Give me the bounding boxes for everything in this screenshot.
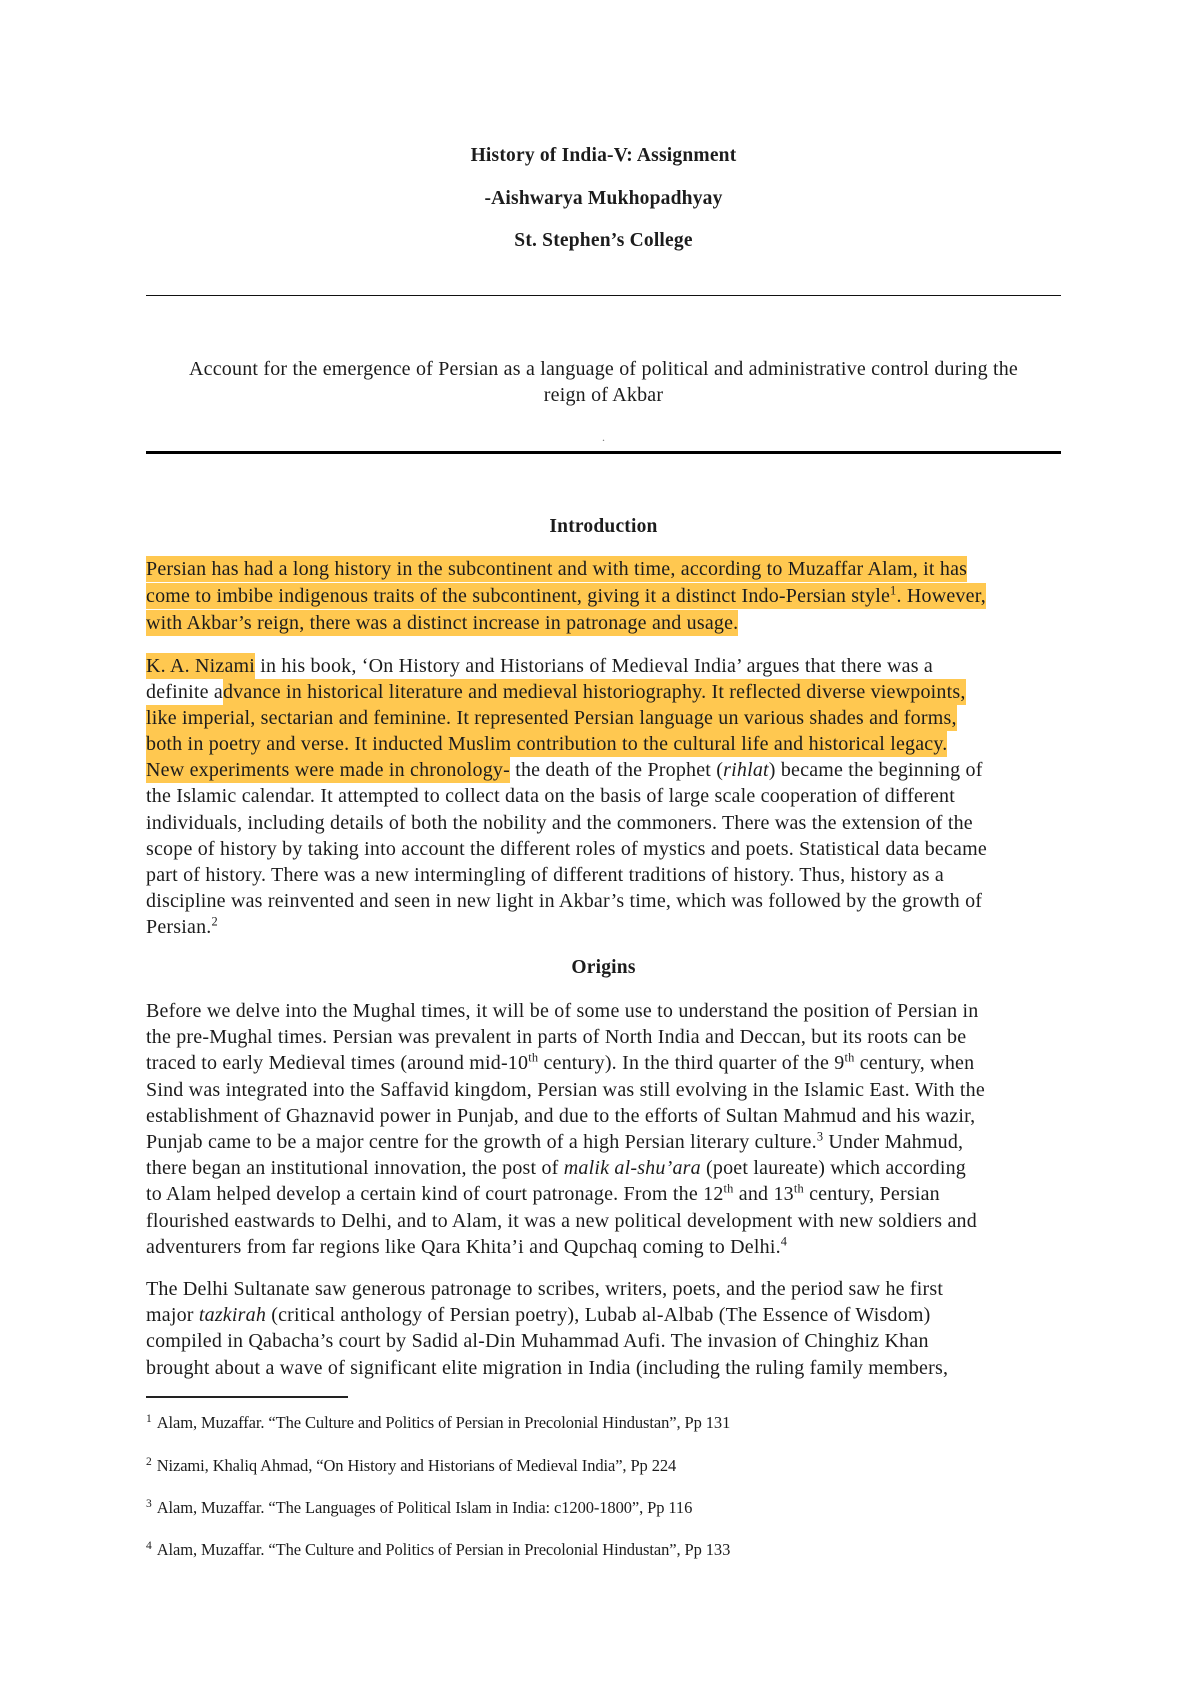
text-line bbox=[146, 757, 1146, 783]
body-text: the pre-Mughal times. Persian was prevalent in parts of North India and Deccan, but its roots can be bbox=[146, 1026, 967, 1049]
footnote bbox=[146, 1497, 1146, 1519]
paragraph bbox=[146, 556, 1146, 637]
text-line bbox=[146, 679, 1146, 705]
text-line bbox=[146, 783, 1146, 809]
footnote-text: Nizami, Khaliq Ahmad, “On History and Historians of Medieval India”, Pp 224 bbox=[156, 1456, 677, 1475]
highlighted-text: with Akbar’s reign, there was a distinct increase in patronage and usage. bbox=[146, 612, 739, 634]
highlighted-text: Persian has had a long history in the subcontinent and with time, according to Muzaffar Alam, it has bbox=[146, 558, 968, 580]
text-line bbox=[146, 998, 1146, 1024]
body-text: flourished eastwards to Delhi, and to Alam, it was a new political development with new soldiers and bbox=[146, 1209, 977, 1232]
paragraph bbox=[146, 1276, 1146, 1381]
footnote bbox=[146, 1412, 1146, 1434]
header-divider bbox=[146, 295, 1061, 296]
question-line: reign of Akbar bbox=[543, 384, 664, 406]
body-text: the death of the Prophet ( bbox=[510, 759, 724, 782]
body-text: the Islamic calendar. It attempted to collect data on the basis of large scale cooperation of different bbox=[146, 785, 955, 808]
paragraph bbox=[146, 998, 1146, 1260]
highlighted-text: dvance in historical literature and medieval historiography. It reflected diverse viewpoints, bbox=[222, 681, 966, 704]
author-name: -Aishwarya Mukhopadhyay bbox=[484, 188, 723, 209]
text-line bbox=[146, 1302, 1146, 1328]
body-text: part of history. There was a new intermingling of different traditions of history. Thus, history as a bbox=[146, 863, 945, 886]
highlighted-text: K. A. Nizami bbox=[146, 655, 256, 677]
body-text: in his book, ‘On History and Historians of Medieval India’ argues that there was a bbox=[255, 655, 933, 677]
document-title: History of India-V: Assignment bbox=[470, 145, 737, 166]
text-line bbox=[146, 1024, 1146, 1050]
body-text: definite a bbox=[146, 681, 223, 704]
highlighted-text: . However, bbox=[896, 585, 986, 607]
ordinal-suffix: th bbox=[723, 1181, 734, 1196]
body-text: to Alam helped develop a certain kind of court patronage. From the 12 bbox=[146, 1183, 724, 1206]
text-line bbox=[146, 1355, 1146, 1381]
footnote-text: Alam, Muzaffar. “The Languages of Political Islam in India: c1200-1800”, Pp 116 bbox=[156, 1498, 693, 1517]
question-divider bbox=[146, 451, 1061, 454]
college-name: St. Stephen’s College bbox=[514, 230, 693, 251]
text-line bbox=[146, 1181, 1146, 1207]
body-text: Punjab came to be a major centre for the growth of a high Persian literary culture. bbox=[146, 1131, 817, 1154]
highlight-mark bbox=[146, 556, 967, 582]
highlighted-text: New experiments were made in chronology- bbox=[146, 759, 510, 782]
highlight-mark bbox=[146, 705, 957, 731]
body-text: discipline was reinvented and seen in new light in Akbar’s time, which was followed by the growth of bbox=[146, 889, 983, 912]
body-text: scope of history by taking into account the different roles of mystics and poets. Statistical data became bbox=[146, 837, 987, 860]
footnote-reference: 4 bbox=[780, 1234, 788, 1249]
body-text: and 13 bbox=[733, 1183, 794, 1206]
body-text: individuals, including details of both the nobility and the commoners. There was the extension of the bbox=[146, 811, 973, 834]
body-text: ) became the beginning of bbox=[768, 759, 983, 782]
text-line bbox=[146, 1129, 1146, 1155]
text-line bbox=[146, 810, 1146, 836]
highlight-mark bbox=[146, 731, 947, 757]
text-line bbox=[146, 1155, 1146, 1181]
body-text: traced to early Medieval times (around mid-10 bbox=[146, 1052, 529, 1075]
body-text: century, Persian bbox=[803, 1183, 940, 1206]
text-line bbox=[146, 1234, 1146, 1260]
body-text: century, when bbox=[854, 1052, 975, 1075]
body-text: (critical anthology of Persian poetry), Lubab al-Albab (The Essence of Wisdom) bbox=[266, 1304, 931, 1327]
text-line bbox=[146, 610, 1146, 637]
stray-mark: . bbox=[602, 430, 605, 444]
body-text: brought about a wave of significant elite migration in India (including the ruling family members, bbox=[146, 1356, 949, 1379]
highlight-mark bbox=[146, 653, 255, 679]
highlighted-text: both in poetry and verse. It inducted Muslim contribution to the cultural life and historical legacy. bbox=[146, 733, 948, 756]
text-line bbox=[146, 1208, 1146, 1234]
footnote-number: 3 bbox=[146, 1497, 152, 1510]
highlighted-text: like imperial, sectarian and feminine. It represented Persian language un various shades and forms, bbox=[146, 707, 957, 730]
text-line bbox=[146, 731, 1146, 757]
footnote-text: Alam, Muzaffar. “The Culture and Politics of Persian in Precolonial Hindustan”, Pp 133 bbox=[156, 1540, 731, 1559]
ordinal-suffix: th bbox=[528, 1050, 539, 1065]
body-text: (poet laureate) which according bbox=[700, 1157, 966, 1180]
text-line bbox=[146, 1103, 1146, 1129]
question-line: Account for the emergence of Persian as a language of political and administrative control during the bbox=[189, 358, 1018, 380]
body-text: Under Mahmud, bbox=[823, 1131, 964, 1154]
section-heading-origins: Origins bbox=[571, 957, 636, 978]
body-text: The Delhi Sultanate saw generous patronage to scribes, writers, poets, and the period saw he first bbox=[146, 1278, 944, 1300]
footnote-text: Alam, Muzaffar. “The Culture and Politics of Persian in Precolonial Hindustan”, Pp 131 bbox=[156, 1413, 731, 1432]
footnote-reference: 2 bbox=[211, 914, 218, 929]
ordinal-suffix: th bbox=[844, 1050, 855, 1065]
italic-term: rihlat bbox=[723, 759, 769, 782]
footnote-reference: 3 bbox=[816, 1129, 824, 1144]
text-line bbox=[146, 583, 1146, 610]
text-line bbox=[146, 862, 1146, 888]
footnote bbox=[146, 1539, 1146, 1561]
text-line bbox=[146, 1328, 1146, 1354]
highlight-mark bbox=[146, 757, 510, 783]
text-line bbox=[146, 1077, 1146, 1103]
text-line bbox=[146, 836, 1146, 862]
italic-term: malik al-shu’ara bbox=[563, 1157, 701, 1180]
highlight-mark bbox=[146, 583, 890, 609]
footnote-number: 2 bbox=[146, 1455, 152, 1468]
footnote-number: 4 bbox=[146, 1539, 152, 1552]
body-text: adventurers from far regions like Qara Khita’i and Qupchaq coming to Delhi. bbox=[146, 1235, 781, 1258]
text-line bbox=[146, 888, 1146, 914]
body-text: century). In the third quarter of the 9 bbox=[538, 1052, 845, 1075]
text-line bbox=[146, 914, 1146, 940]
body-text: compiled in Qabacha’s court by Sadid al-Din Muhammad Aufi. The invasion of Chinghiz Khan bbox=[146, 1330, 929, 1353]
footnote-number: 1 bbox=[146, 1412, 152, 1425]
italic-term: tazkirah bbox=[198, 1304, 267, 1327]
body-text: major bbox=[146, 1304, 199, 1327]
highlight-mark bbox=[896, 583, 986, 609]
footnote-separator bbox=[146, 1396, 348, 1398]
text-line bbox=[146, 1276, 1146, 1302]
footnote bbox=[146, 1455, 1146, 1477]
highlight-mark bbox=[146, 610, 738, 636]
body-text: Before we delve into the Mughal times, it will be of some use to understand the position of Persian in bbox=[146, 1000, 979, 1022]
highlight-mark bbox=[223, 679, 966, 705]
footnote-reference: 1 bbox=[890, 583, 897, 598]
section-heading-introduction: Introduction bbox=[549, 516, 658, 537]
body-text: Sind was integrated into the Saffavid kingdom, Persian was still evolving in the Islamic East. With the bbox=[146, 1078, 985, 1101]
body-text: establishment of Ghaznavid power in Punjab, and due to the efforts of Sultan Mahmud and his wazir, bbox=[146, 1104, 976, 1127]
ordinal-suffix: th bbox=[793, 1181, 804, 1196]
text-line bbox=[146, 556, 1146, 583]
text-line bbox=[146, 653, 1146, 679]
highlighted-text: come to imbibe indigenous traits of the subcontinent, giving it a distinct Indo-Persian style bbox=[146, 585, 891, 607]
text-line bbox=[146, 1050, 1146, 1076]
body-text: Persian. bbox=[146, 915, 212, 938]
body-text: there began an institutional innovation, the post of bbox=[146, 1157, 564, 1180]
paragraph bbox=[146, 653, 1146, 940]
text-line bbox=[146, 705, 1146, 731]
